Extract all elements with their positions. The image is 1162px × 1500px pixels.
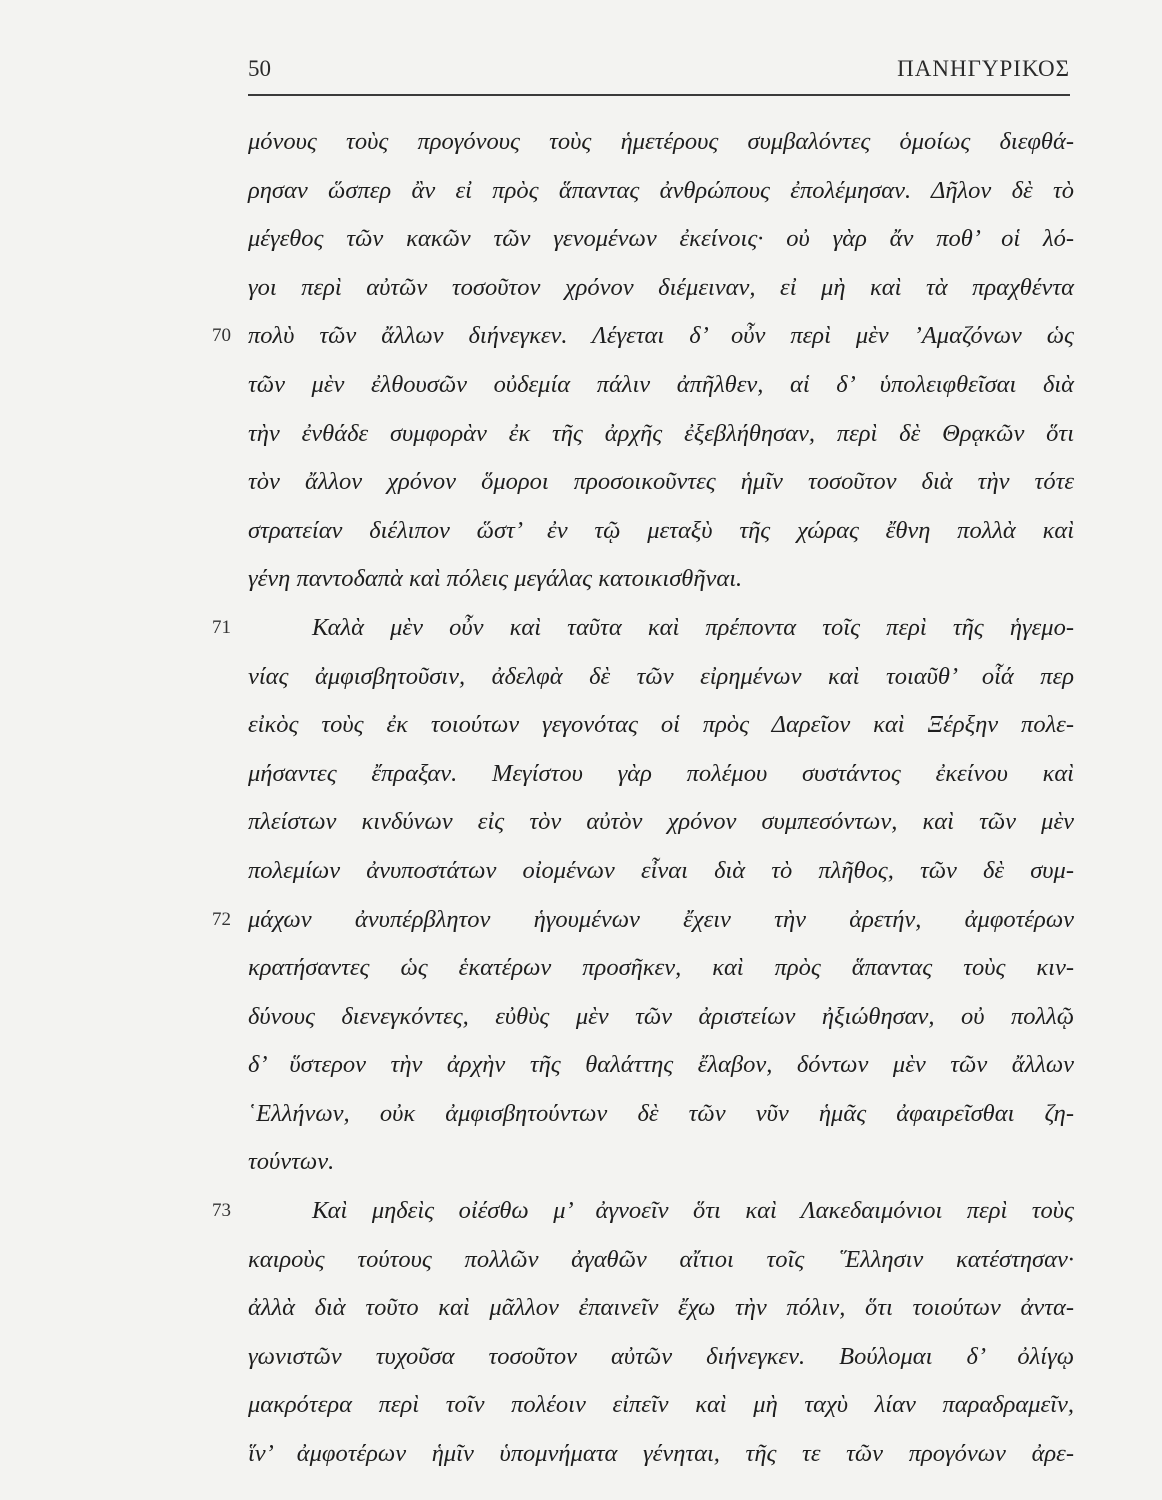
line-text: τὸν ἄλλον χρόνον ὅμοροι προσοικοῦντες ἡμῖν τοσοῦτον διὰ τὴν τότε	[248, 468, 1074, 496]
section-number: 73	[212, 1200, 231, 1222]
text-line	[248, 410, 1074, 459]
line-text: μακρότερα περὶ τοῖν πολέοιν εἰπεῖν καὶ μὴ ταχὺ λίαν παραδραμεῖν,	[248, 1391, 1074, 1419]
text-line	[212, 1187, 1074, 1236]
text-line	[248, 507, 1074, 556]
text-line	[248, 1430, 1074, 1479]
line-text: Καὶ μηδεὶς οἰέσθω μ’ ἀγνοεῖν ὅτι καὶ Λακεδαιμόνιοι περὶ τοὺς	[312, 1197, 1074, 1225]
line-text: μέγεθος τῶν κακῶν τῶν γενομένων ἐκείνοις· οὐ γὰρ ἄν ποθ’ οἱ λό-	[248, 225, 1074, 253]
text-line	[248, 555, 1074, 604]
page-number: 50	[248, 56, 271, 81]
line-text: ἀλλὰ διὰ τοῦτο καὶ μᾶλλον ἐπαινεῖν ἔχω τὴν πόλιν, ὅτι τοιούτων ἀντα-	[248, 1294, 1074, 1322]
line-text: γένη παντοδαπὰ καὶ πόλεις μεγάλας κατοικισθῆναι.	[248, 565, 743, 593]
text-line	[248, 653, 1074, 702]
text-line	[212, 312, 1074, 361]
text-line	[248, 1236, 1074, 1285]
text-line	[248, 1090, 1074, 1139]
line-text: στρατείαν διέλιπον ὥστ’ ἐν τῷ μεταξὺ τῆς χώρας ἔθνη πολλὰ καὶ	[248, 516, 1074, 544]
text-line	[248, 167, 1074, 216]
line-text: τούντων.	[248, 1148, 335, 1176]
line-text: Καλὰ μὲν οὖν καὶ ταῦτα καὶ πρέποντα τοῖς περὶ τῆς ἡγεμο-	[312, 613, 1074, 641]
line-text: δ’ ὕστερον τὴν ἀρχὴν τῆς θαλάττης ἔλαβον, δόντων μὲν τῶν ἄλλων	[248, 1051, 1074, 1079]
running-title: ΠΑΝΗΓΥΡΙΚΟΣ	[897, 56, 1070, 81]
line-text: ῾Ελλήνων, οὐκ ἀμφισβητούντων δὲ τῶν νῦν ἡμᾶς ἀφαιρεῖσθαι ζη-	[248, 1099, 1074, 1127]
text-line	[248, 701, 1074, 750]
section-number: 70	[212, 325, 231, 347]
text-line	[248, 361, 1074, 410]
line-text: γωνιστῶν τυχοῦσα τοσοῦτον αὐτῶν διήνεγκεν. Βούλομαι δ’ ὀλίγῳ	[248, 1342, 1074, 1370]
text-line	[248, 1284, 1074, 1333]
text-line	[248, 118, 1074, 167]
text-line	[248, 847, 1074, 896]
line-text: μάχων ἀνυπέρβλητον ἡγουμένων ἔχειν τὴν ἀρετήν, ἀμφοτέρων	[248, 905, 1074, 933]
page-header	[248, 50, 1070, 88]
text-line	[248, 1333, 1074, 1382]
text-line	[248, 1381, 1074, 1430]
line-text: ἵν’ ἀμφοτέρων ἡμῖν ὑπομνήματα γένηται, τῆς τε τῶν προγόνων ἀρε-	[248, 1440, 1074, 1468]
text-line	[248, 993, 1074, 1042]
line-text: πλείστων κινδύνων εἰς τὸν αὐτὸν χρόνον συμπεσόντων, καὶ τῶν μὲν	[248, 808, 1074, 836]
text-line	[212, 896, 1074, 945]
text-line	[248, 264, 1074, 313]
header-rule	[248, 94, 1070, 96]
text-line	[248, 798, 1074, 847]
line-text: κρατήσαντες ὡς ἑκατέρων προσῆκεν, καὶ πρὸς ἅπαντας τοὺς κιν-	[248, 954, 1074, 982]
line-text: καιροὺς τούτους πολλῶν ἀγαθῶν αἴτιοι τοῖς ῞Ελλησιν κατέστησαν·	[248, 1245, 1074, 1273]
text-line	[248, 215, 1074, 264]
line-text: μόνους τοὺς προγόνους τοὺς ἡμετέρους συμβαλόντες ὁμοίως διεφθά-	[248, 128, 1074, 155]
line-text: πολὺ τῶν ἄλλων διήνεγκεν. Λέγεται δ’ οὖν περὶ μὲν ’Αμαζόνων ὡς	[248, 322, 1074, 350]
line-text: εἰκὸς τοὺς ἐκ τοιούτων γεγονότας οἱ πρὸς Δαρεῖον καὶ Ξέρξην πολε-	[248, 711, 1074, 739]
greek-text-block	[212, 118, 1074, 1479]
text-line	[248, 1041, 1074, 1090]
line-text: τῶν μὲν ἐλθουσῶν οὐδεμία πάλιν ἀπῆλθεν, αἱ δ’ ὑπολειφθεῖσαι διὰ	[248, 370, 1074, 398]
line-text: τὴν ἐνθάδε συμφορὰν ἐκ τῆς ἀρχῆς ἐξεβλήθησαν, περὶ δὲ Θρᾳκῶν ὅτι	[248, 419, 1074, 447]
text-line	[248, 944, 1074, 993]
text-line	[248, 458, 1074, 507]
line-text: πολεμίων ἀνυποστάτων οἰομένων εἶναι διὰ τὸ πλῆθος, τῶν δὲ συμ-	[248, 856, 1074, 884]
section-number: 71	[212, 616, 231, 638]
line-text: γοι περὶ αὐτῶν τοσοῦτον χρόνον διέμειναν, εἰ μὴ καὶ τὰ πραχθέντα	[248, 273, 1074, 301]
line-text: δύνους διενεγκόντες, εὐθὺς μὲν τῶν ἀριστείων ἠξιώθησαν, οὐ πολλῷ	[248, 1002, 1074, 1030]
section-number: 72	[212, 908, 231, 930]
text-line	[248, 1138, 1074, 1187]
text-line	[248, 750, 1074, 799]
text-line	[212, 604, 1074, 653]
line-text: ρησαν ὥσπερ ἂν εἰ πρὸς ἅπαντας ἀνθρώπους ἐπολέμησαν. Δῆλον δὲ τὸ	[248, 176, 1074, 204]
line-text: νίας ἀμφισβητοῦσιν, ἀδελφὰ δὲ τῶν εἰρημένων καὶ τοιαῦθ’ οἷά περ	[248, 662, 1074, 690]
line-text: μήσαντες ἔπραξαν. Μεγίστου γὰρ πολέμου συστάντος ἐκείνου καὶ	[248, 759, 1074, 787]
